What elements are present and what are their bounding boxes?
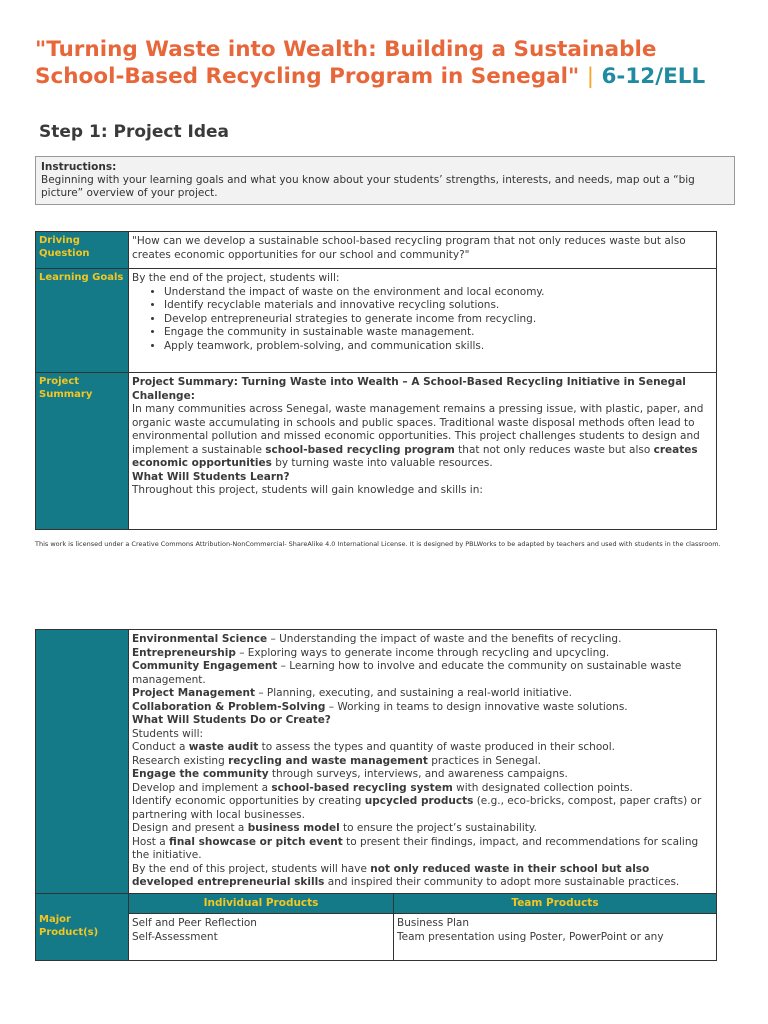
project-table bbox=[35, 231, 717, 530]
products-row bbox=[36, 914, 717, 961]
project-summary-row bbox=[36, 373, 717, 530]
skill-desc: – Working in teams to design innovative waste solutions. bbox=[325, 700, 628, 713]
document-title bbox=[35, 36, 735, 90]
skill-desc: – Learning how to involve and educate the community on sustainable waste management. bbox=[132, 660, 682, 686]
project-summary-cell bbox=[129, 373, 717, 530]
skill-item bbox=[132, 633, 713, 647]
do-item bbox=[132, 755, 713, 769]
do-text: Identify economic opportunities by creating bbox=[132, 795, 365, 807]
do-text: Research existing bbox=[132, 754, 229, 767]
do-text: with designated collection points. bbox=[452, 781, 633, 794]
do-item bbox=[132, 768, 713, 782]
license-footnote: This work is licensed under a Creative Commons Attribution-NonCommercial- ShareAlike 4.0 International License. It is designed by PBLWorks to be adapted by teachers and used with students in the classroom. bbox=[35, 540, 721, 548]
skill-item bbox=[132, 647, 713, 661]
challenge-text-part: In many communities across Senegal, waste management remains a pressing issue, with plastic, paper, and organic waste accumulating in schools and public spaces. Traditional waste disposal methods often lead to environmental pollution and missed economic opportunities. This project challenges students to design and implement a sustainable bbox=[132, 403, 704, 456]
do-text: Design and present a bbox=[132, 822, 248, 834]
closing-bold: not only reduced waste in their school but also developed entrepreneurial skills bbox=[132, 862, 650, 888]
do-text: Host a bbox=[132, 835, 170, 848]
skill-name: Community Engagement bbox=[132, 660, 278, 672]
list-item: Self and Peer Reflection bbox=[132, 917, 257, 929]
title-text: "Turning Waste into Wealth: Building a Sustainable School-Based Recycling Program in Senegal" bbox=[35, 37, 657, 89]
do-item bbox=[132, 822, 713, 836]
learn-label: What Will Students Learn? bbox=[132, 470, 290, 483]
do-item bbox=[132, 836, 713, 863]
learning-goals-cell bbox=[129, 269, 717, 373]
do-text: through surveys, interviews, and awareness campaigns. bbox=[268, 768, 568, 780]
challenge-label: Challenge: bbox=[132, 389, 195, 402]
skill-desc: – Planning, executing, and sustaining a real-world initiative. bbox=[255, 687, 573, 699]
project-summary-label: Project Summary bbox=[36, 373, 129, 530]
project-table-continued bbox=[35, 629, 717, 961]
individual-products-header: Individual Products bbox=[129, 893, 394, 914]
do-text-bold: school-based recycling system bbox=[271, 781, 453, 794]
skill-name: Environmental Science bbox=[132, 633, 268, 645]
driving-question-label: Driving Question bbox=[36, 232, 129, 269]
challenge-text-bold: creates economic opportunities bbox=[132, 443, 698, 469]
do-text: Develop and implement a bbox=[132, 781, 272, 794]
do-text: Conduct a bbox=[132, 741, 189, 753]
challenge-text-part: by turning waste into valuable resources. bbox=[271, 457, 493, 469]
step-heading: Step 1: Project Idea bbox=[39, 122, 230, 142]
title-separator: | bbox=[586, 64, 594, 89]
summary-continued-row bbox=[36, 630, 717, 894]
instructions-label: Instructions: bbox=[41, 161, 117, 173]
grade-level: 6-12/ELL bbox=[601, 64, 706, 89]
do-item bbox=[132, 795, 713, 822]
team-products-cell bbox=[394, 914, 717, 961]
instructions-box bbox=[35, 156, 735, 205]
instructions-text: Beginning with your learning goals and what you know about your students’ strengths, interests, and needs, map out a “big picture” overview of your project. bbox=[41, 174, 695, 199]
learning-goals-row bbox=[36, 269, 717, 373]
summary-continued-label bbox=[36, 630, 129, 894]
do-item bbox=[132, 741, 713, 755]
skill-item bbox=[132, 701, 713, 715]
summary-heading: Project Summary: Turning Waste into Wealth – A School-Based Recycling Initiative in Senegal bbox=[132, 376, 686, 388]
summary-continued-cell bbox=[129, 630, 717, 894]
list-item: • Understand the impact of waste on the environment and local economy. bbox=[164, 286, 713, 300]
list-item: • Engage the community in sustainable waste management. bbox=[164, 326, 713, 340]
skill-item bbox=[132, 687, 713, 701]
skill-name: Entrepreneurship bbox=[132, 646, 236, 659]
driving-question-row bbox=[36, 232, 717, 269]
list-item: Self-Assessment bbox=[132, 930, 218, 943]
do-intro: Students will: bbox=[132, 727, 204, 740]
skill-desc: – Understanding the impact of waste and the benefits of recycling. bbox=[267, 633, 622, 645]
do-text: to assess the types and quantity of waste produced in their school. bbox=[258, 741, 615, 753]
do-text: (e.g., eco-bricks, compost, paper crafts) or partnering with local businesses. bbox=[132, 795, 702, 821]
skill-name: Project Management bbox=[132, 687, 255, 699]
do-text-bold: recycling and waste management bbox=[228, 754, 428, 767]
closing-part: and inspired their community to adopt more sustainable practices. bbox=[324, 876, 680, 888]
do-text-bold: Engage the community bbox=[132, 768, 269, 780]
list-item: Team presentation using Poster, PowerPoint or any bbox=[397, 930, 664, 943]
major-products-label: Major Product(s) bbox=[36, 893, 129, 961]
learning-goals-intro: By the end of the project, students will: bbox=[132, 272, 340, 284]
do-text: practices in Senegal. bbox=[427, 754, 541, 767]
list-item: • Apply teamwork, problem-solving, and communication skills. bbox=[164, 340, 713, 354]
do-text-bold: upcycled products bbox=[364, 795, 474, 807]
skill-name: Collaboration & Problem-Solving bbox=[132, 700, 326, 713]
list-item: • Develop entrepreneurial strategies to generate income from recycling. bbox=[164, 313, 713, 327]
driving-question-text: "How can we develop a sustainable school-based recycling program that not only reduces waste but also creates economic opportunities for our school and community?" bbox=[129, 232, 717, 269]
do-text-bold: business model bbox=[247, 822, 340, 834]
learning-goals-list bbox=[132, 286, 713, 354]
do-item bbox=[132, 782, 713, 796]
learn-intro: Throughout this project, students will gain knowledge and skills in: bbox=[132, 484, 483, 496]
do-text: to present their findings, impact, and recommendations for scaling the initiative. bbox=[132, 835, 699, 861]
challenge-text-part: that not only reduces waste but also bbox=[454, 443, 654, 456]
products-header-row bbox=[36, 893, 717, 914]
list-item: Business Plan bbox=[397, 917, 469, 929]
challenge-text bbox=[132, 403, 713, 471]
do-label: What Will Students Do or Create? bbox=[132, 714, 331, 726]
challenge-text-bold: school-based recycling program bbox=[265, 443, 455, 456]
list-item: • Identify recyclable materials and innovative recycling solutions. bbox=[164, 299, 713, 313]
closing-part: By the end of this project, students will have bbox=[132, 862, 371, 875]
do-text-bold: final showcase or pitch event bbox=[169, 835, 343, 848]
closing-text bbox=[132, 863, 713, 890]
do-text: to ensure the project’s sustainability. bbox=[339, 822, 537, 834]
skill-desc: – Exploring ways to generate income through recycling and upcycling. bbox=[235, 646, 610, 659]
learning-goals-label: Learning Goals bbox=[36, 269, 129, 373]
team-products-header: Team Products bbox=[394, 893, 717, 914]
do-text-bold: waste audit bbox=[188, 741, 259, 753]
individual-products-cell bbox=[129, 914, 394, 961]
skill-item bbox=[132, 660, 713, 687]
